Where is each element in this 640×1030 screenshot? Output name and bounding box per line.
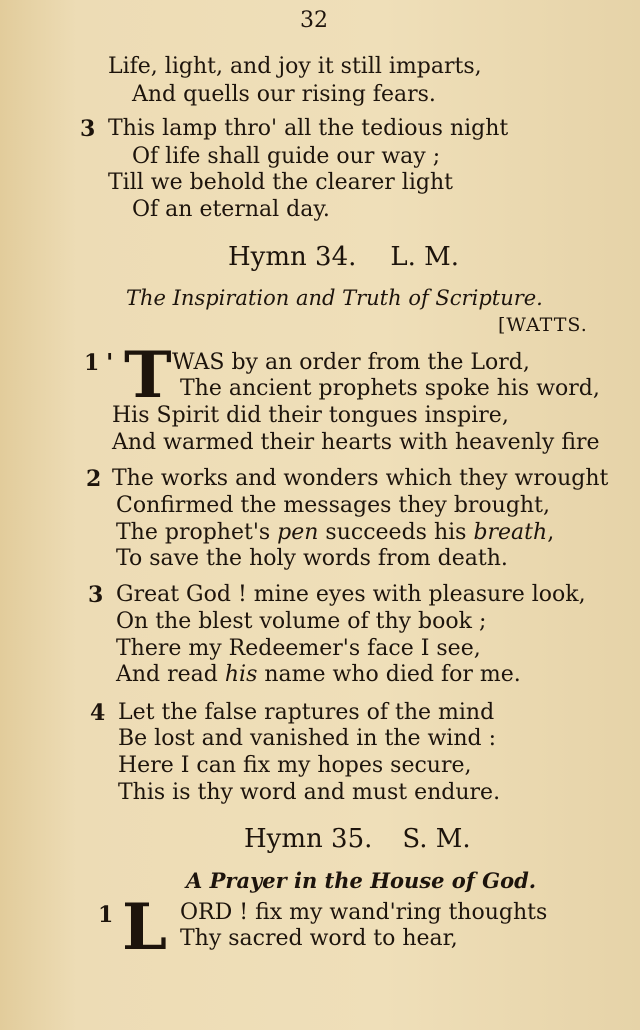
verse-line — [116, 520, 554, 546]
verse-line: Confirmed the messages they brought, — [116, 493, 550, 518]
verse-line: Let the false raptures of the mind — [118, 700, 495, 725]
verse-text: , — [547, 520, 555, 545]
verse-text: And read — [116, 662, 225, 687]
verse-number: 3 — [88, 582, 104, 608]
verse-text-italic: pen — [277, 520, 319, 545]
verse-line: His Spirit did their tongues inspire, — [112, 403, 509, 428]
verse-number: 1 — [98, 902, 114, 928]
verse-line: The ancient prophets spoke his word, — [180, 376, 600, 401]
hymn-author: [WATTS. — [498, 314, 588, 336]
verse-line: ORD ! fix my wand'ring thoughts — [180, 900, 548, 925]
hymn-title — [244, 824, 471, 854]
verse-number: 1 — [84, 350, 100, 376]
verse-line: And quells our rising fears. — [132, 82, 436, 107]
hymn-subtitle: A Prayer in the House of God. — [186, 868, 537, 893]
verse-text: succeeds his — [318, 520, 474, 545]
verse-line: Great God ! mine eyes with pleasure look, — [116, 582, 586, 607]
hymn-number: Hymn 34. — [228, 242, 357, 272]
page-number: 32 — [300, 8, 328, 33]
verse-line: To save the holy words from death. — [116, 546, 508, 571]
hymn-meter: L. M. — [390, 242, 460, 272]
hymn-title — [228, 242, 459, 272]
verse-text-italic: his — [224, 662, 258, 687]
verse-line: Be lost and vanished in the wind : — [118, 726, 496, 751]
hymn-meter: S. M. — [402, 824, 471, 854]
verse-line: The works and wonders which they wrought — [112, 466, 609, 491]
verse-line: Thy sacred word to hear, — [180, 926, 458, 951]
verse-number: 2 — [86, 466, 102, 492]
verse-line: Till we behold the clearer light — [108, 170, 453, 195]
drop-cap: T — [124, 338, 172, 413]
verse-number: 4 — [90, 700, 106, 726]
verse-line — [116, 662, 521, 688]
verse-number: 3 — [80, 116, 96, 142]
verse-line: And warmed their hearts with heavenly fire — [112, 430, 600, 455]
verse-text-italic: breath — [473, 520, 548, 545]
verse-line: On the blest volume of thy book ; — [116, 609, 487, 634]
verse-line: Here I can fix my hopes secure, — [118, 753, 472, 778]
open-quote: ' — [106, 348, 114, 377]
verse-text: The prophet's — [116, 520, 278, 545]
hymn-subtitle: The Inspiration and Truth of Scripture. — [126, 286, 543, 310]
verse-line: There my Redeemer's face I see, — [116, 636, 481, 661]
drop-cap: L — [122, 890, 167, 965]
verse-line: This lamp thro' all the tedious night — [108, 116, 509, 141]
verse-line: Of life shall guide our way ; — [132, 144, 441, 169]
verse-line: WAS by an order from the Lord, — [172, 350, 530, 375]
verse-line: This is thy word and must endure. — [118, 780, 501, 805]
verse-text: name who died for me. — [257, 662, 521, 687]
verse-line: Life, light, and joy it still imparts, — [108, 54, 482, 79]
verse-line: Of an eternal day. — [132, 197, 330, 222]
hymn-number: Hymn 35. — [244, 824, 373, 854]
